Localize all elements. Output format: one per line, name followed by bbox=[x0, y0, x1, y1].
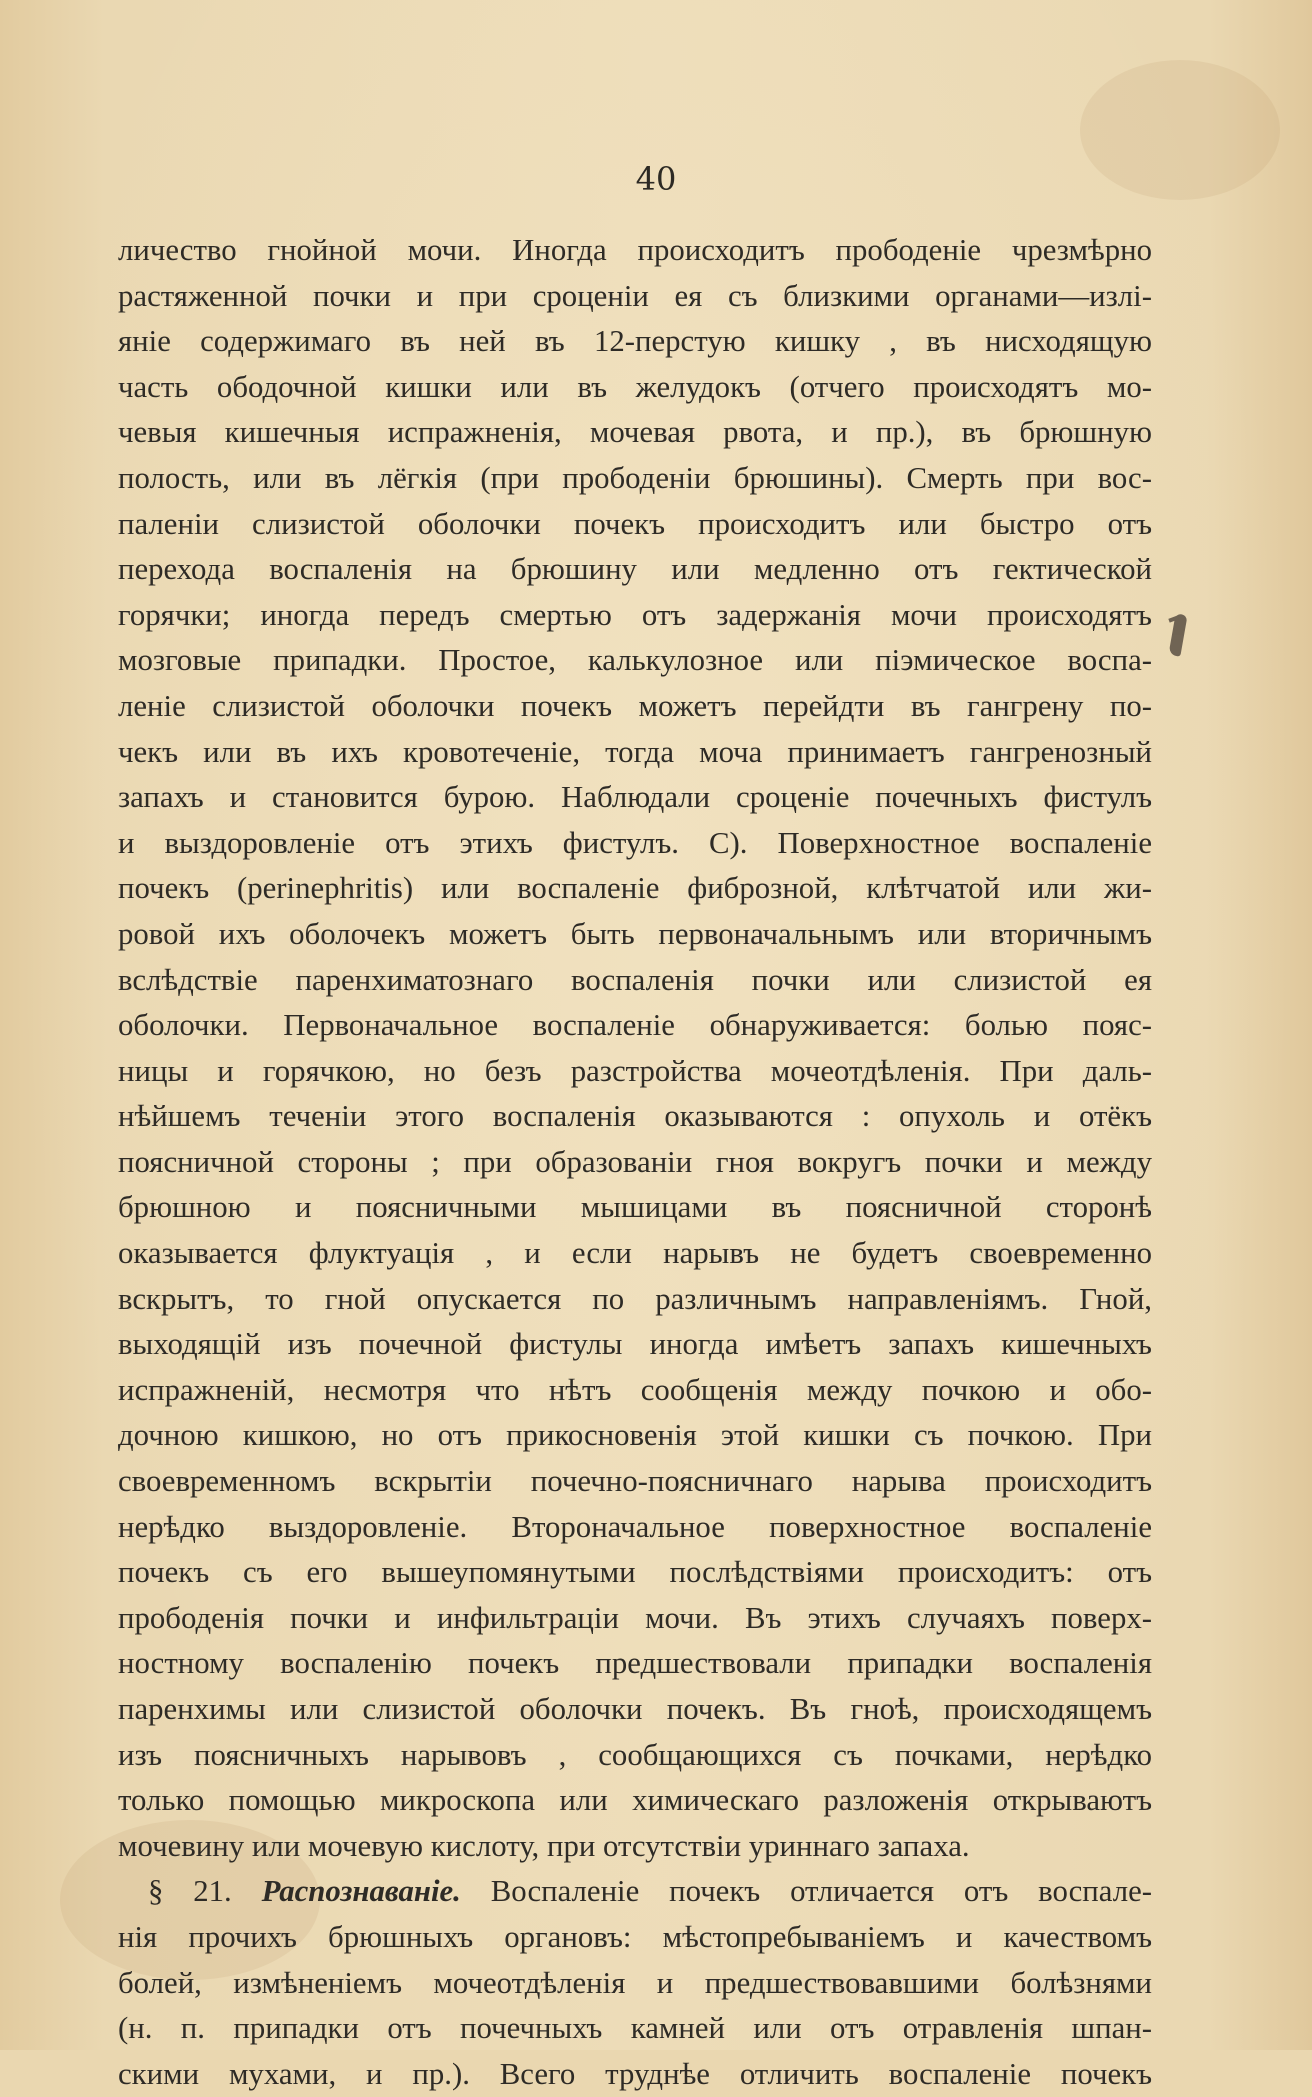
text-line: нерѣдко выздоровленiе. Второначальное поверхностное воспаленiе bbox=[118, 1509, 1152, 1544]
text-line: брюшною и поясничными мышицами въ поясничной сторонѣ bbox=[118, 1190, 1152, 1225]
text-line: горячки; иногда передъ смертью отъ задержанiя мочи происходятъ bbox=[118, 597, 1152, 632]
text-line: почекъ (perinephritis) или воспаленiе фиброзной, клѣтчатой или жи- bbox=[118, 871, 1152, 906]
text-line: янiе содержимаго въ ней въ 12-перстую кишку , въ нисходящую bbox=[118, 324, 1152, 359]
text-line: ленiе слизистой оболочки почекъ можетъ перейдти въ гангрену по- bbox=[118, 688, 1152, 723]
text-line: ницы и горячкою, но безъ разстройства мочеотдѣленiя. При даль- bbox=[118, 1053, 1152, 1088]
text-line: паренхимы или слизистой оболочки почекъ. Въ гноѣ, происходящемъ bbox=[118, 1692, 1152, 1726]
text-line: личество гнойной мочи. Иногда происходитъ прободенiе чрезмѣрно bbox=[118, 233, 1152, 267]
text-line: выходящiй изъ почечной фистулы иногда имѣетъ запахъ кишечныхъ bbox=[118, 1327, 1152, 1362]
text-line: вслѣдствiе паренхиматознаго воспаленiя почки или слизистой ея bbox=[118, 962, 1152, 997]
text-line: мозговые припадки. Простое, калькулозное или пiэмическое воспа- bbox=[118, 643, 1152, 678]
text-line: полость, или въ лёгкiя (при прободенiи брюшины). Смерть при вос- bbox=[118, 460, 1152, 495]
text-line: нѣйшемъ теченiи этого воспаленiя оказываются : опухоль и отёкъ bbox=[118, 1099, 1152, 1134]
text-line: скими мухами, и пр.). Всего труднѣе отличить воспаленiе почекъ bbox=[118, 2056, 1152, 2091]
text-line: болей, измѣненiемъ мочеотдѣленiя и предшествовавшими болѣзнями bbox=[118, 1965, 1152, 2000]
text-line: оболочки. Первоначальное воспаленiе обнаруживается: болью пояс- bbox=[118, 1008, 1152, 1043]
text-line: изъ поясничныхъ нарывовъ , сообщающихся съ почками, нерѣдко bbox=[118, 1737, 1152, 1772]
text-line: дочною кишкою, но отъ прикосновенiя этой кишки съ почкою. При bbox=[118, 1418, 1152, 1453]
text-line: оказывается флуктуацiя , и если нарывъ не будетъ своевременно bbox=[118, 1236, 1152, 1271]
text-line: нiя прочихъ брюшныхъ органовъ: мѣстопребыванiемъ и качествомъ bbox=[118, 1919, 1152, 1954]
text-line: ровой ихъ оболочекъ можетъ быть первоначальнымъ или вторичнымъ bbox=[118, 916, 1152, 951]
text-line: чекъ или въ ихъ кровотеченiе, тогда моча принимаетъ гангренозный bbox=[118, 734, 1152, 769]
text-line: перехода воспаленiя на брюшину или медленно отъ гектической bbox=[118, 552, 1152, 587]
text-line: поясничной стороны ; при образованiи гноя вокругъ почки и между bbox=[118, 1144, 1152, 1179]
text-line: чевыя кишечныя испражненiя, мочевая рвота, и пр.), въ брюшную bbox=[118, 415, 1152, 450]
page-number: 40 bbox=[635, 160, 677, 198]
text-line: часть ободочной кишки или въ желудокъ (отчего происходятъ мо- bbox=[118, 369, 1152, 404]
text-line: своевременномъ вскрытiи почечно-поясничнаго нарыва происходитъ bbox=[118, 1464, 1152, 1499]
text-line: мочевину или мочевую кислоту, при отсутствiи уриннаго запаха. bbox=[118, 1828, 970, 1863]
text-line: растяженной почки и при сроценiи ея съ близкими органами—излi- bbox=[118, 278, 1152, 313]
text-line: только помощью микроскопа или химическаго разложенiя открываютъ bbox=[118, 1783, 1152, 1818]
text-line: прободенiя почки и инфильтрацiи мочи. Въ этихъ случаяхъ поверх- bbox=[118, 1600, 1152, 1635]
text-line: и выздоровленiе отъ этихъ фистулъ. C). Поверхностное воспаленiе bbox=[118, 825, 1152, 860]
section-number: § 21. bbox=[148, 1874, 232, 1909]
text-line: паленiи слизистой оболочки почекъ происходитъ или быстро отъ bbox=[118, 506, 1152, 541]
text-line: ностному воспаленiю почекъ предшествовали припадки воспаленiя bbox=[118, 1646, 1152, 1681]
ink-mark bbox=[1168, 613, 1187, 656]
text-line: вскрытъ, то гной опускается по различнымъ направленiямъ. Гной, bbox=[118, 1281, 1152, 1316]
text-line: запахъ и становится бурою. Наблюдали сроценiе почечныхъ фистулъ bbox=[118, 780, 1152, 815]
section-heading: Распознаванiе. bbox=[261, 1874, 461, 1909]
body-text bbox=[118, 228, 1152, 2097]
section-first-line bbox=[118, 1869, 1152, 1915]
section-first-line-text: Воспаленiе почекъ отличается отъ воспале- bbox=[490, 1874, 1153, 1909]
text-line: почекъ съ его вышеупомянутыми послѣдствiями происходитъ: отъ bbox=[118, 1555, 1152, 1590]
text-line: (н. п. припадки отъ почечныхъ камней или отъ отравленiя шпан- bbox=[118, 2011, 1152, 2046]
text-line: испражненiй, несмотря что нѣтъ сообщенiя между почкою и обо- bbox=[118, 1372, 1152, 1407]
